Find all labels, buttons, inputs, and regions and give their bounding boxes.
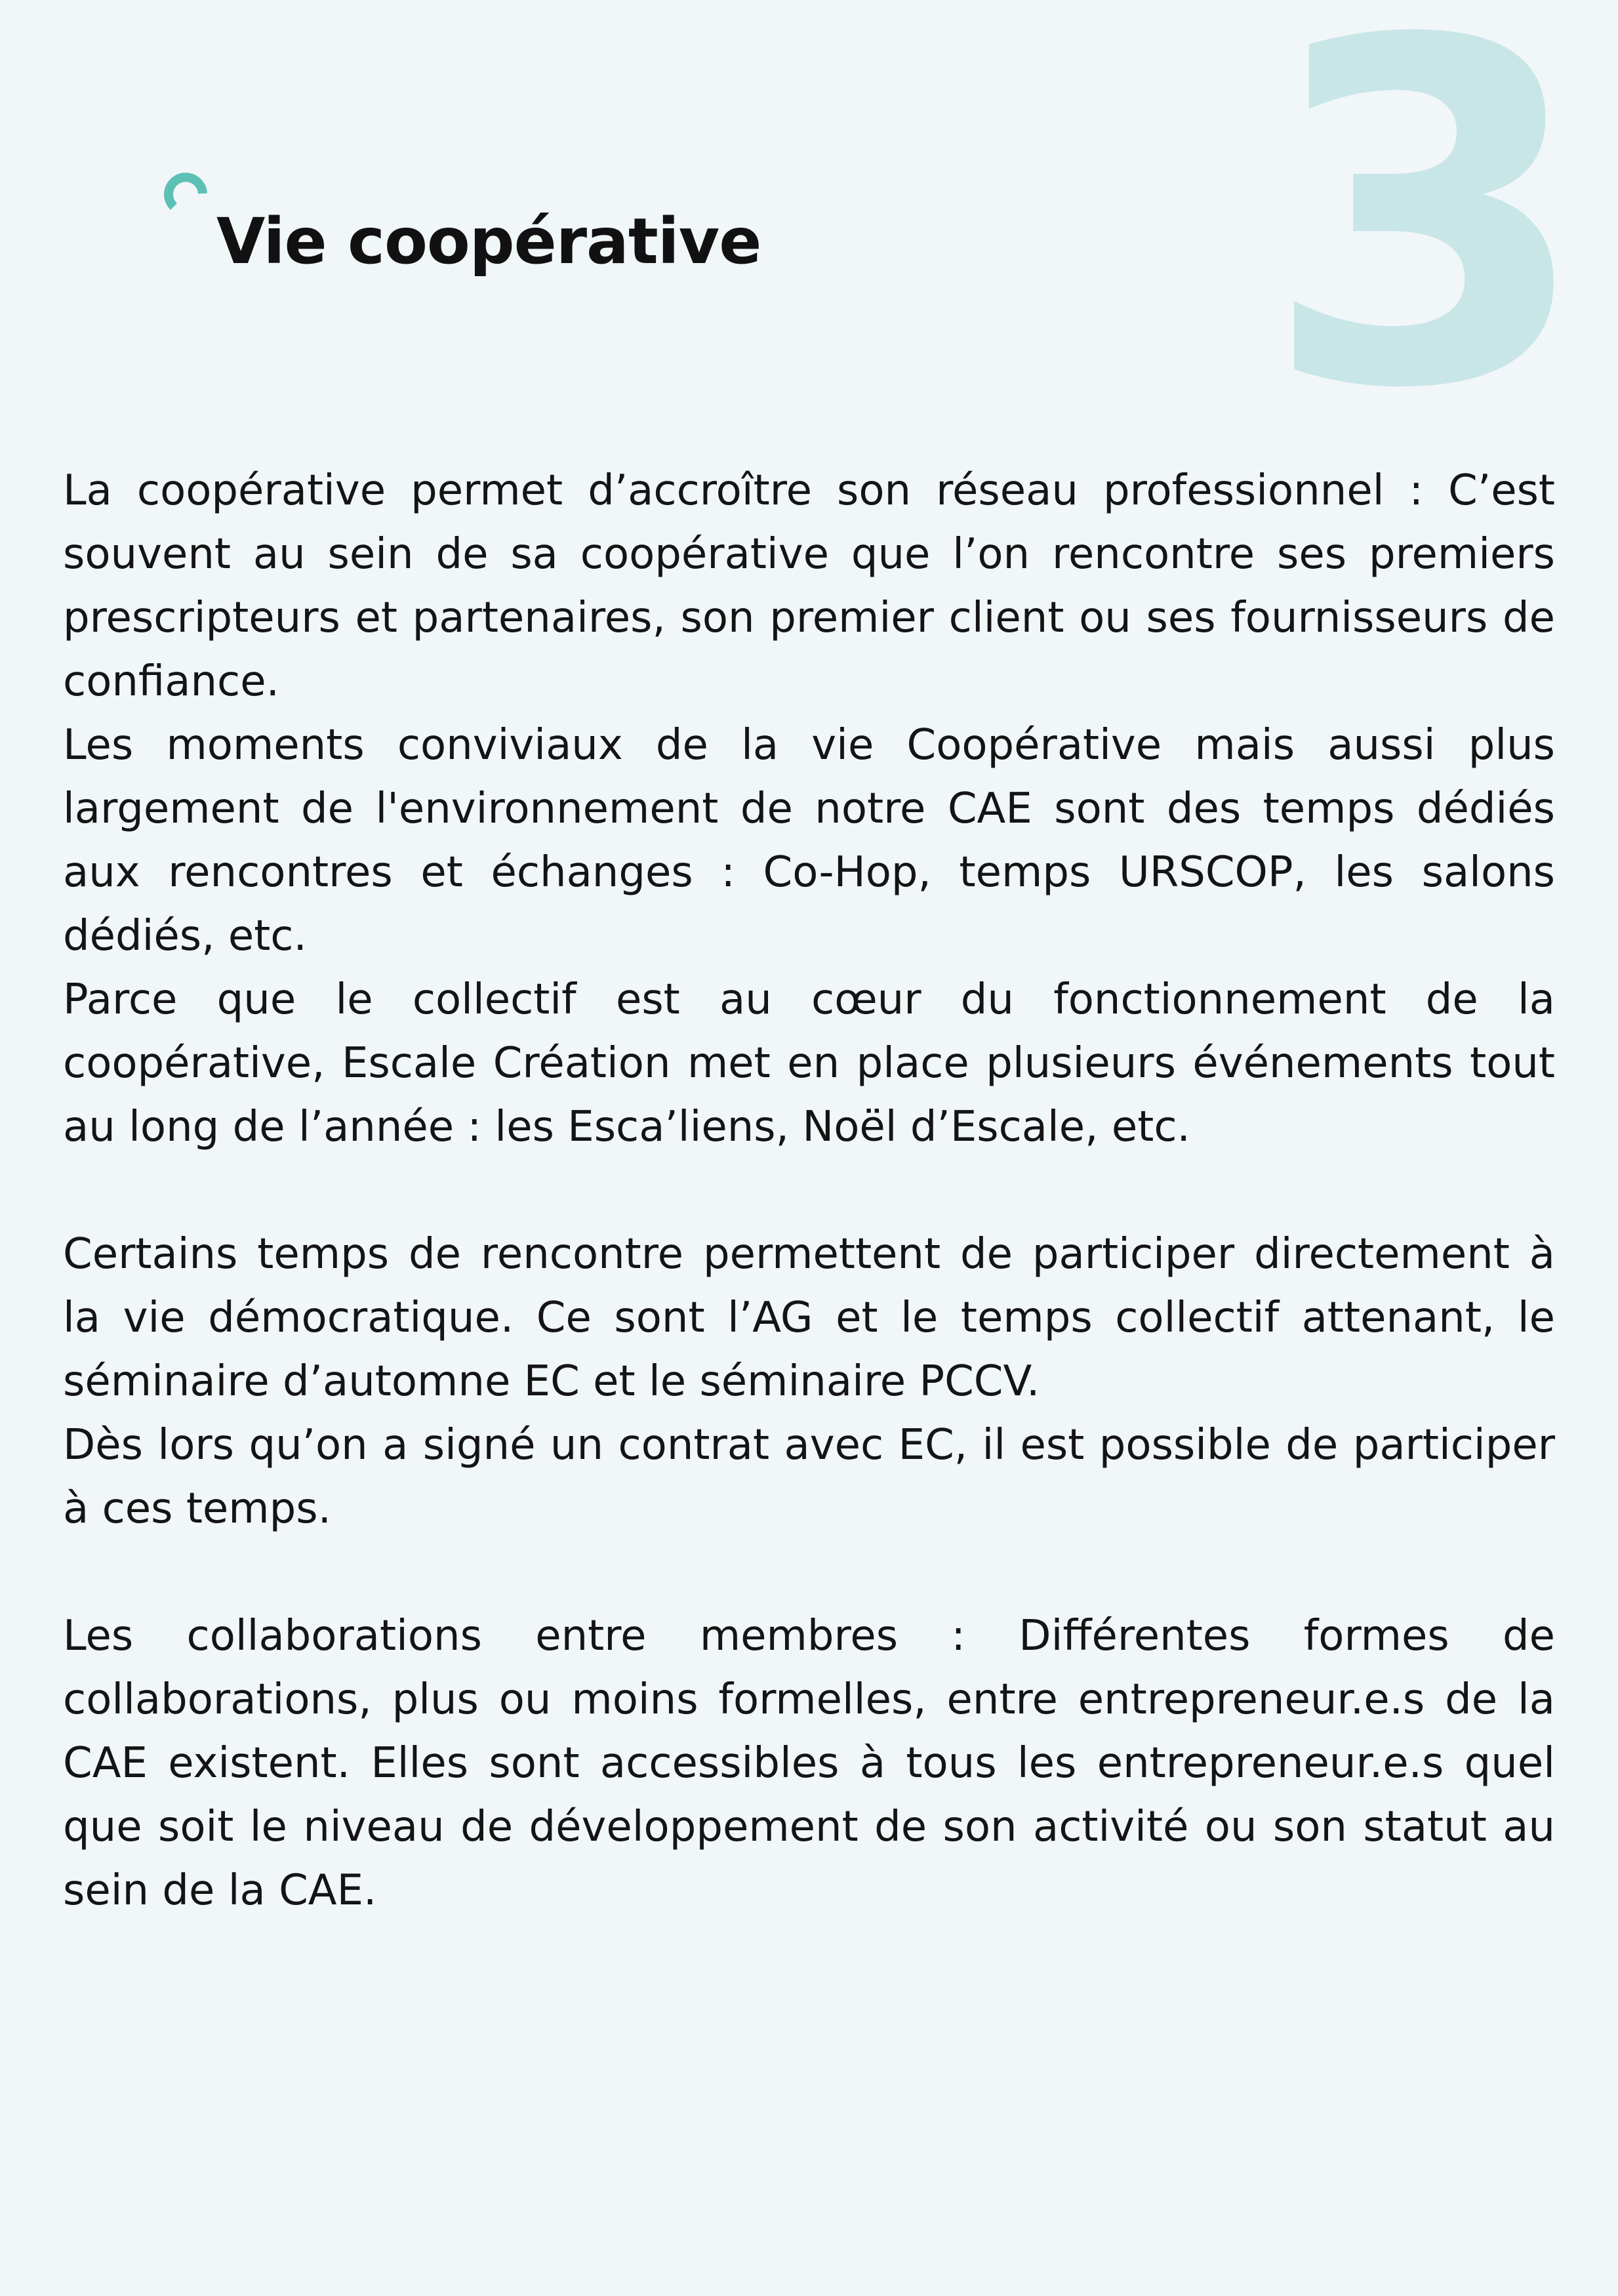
- paragraph-collective-events: Parce que le collectif est au cœur du fonctionnement de la coopérative, Escale Création met en place plusieurs événements tout au long de l’année : les Esca’liens, Noël d’Escale, etc.: [63, 975, 1555, 1151]
- paragraph-collaborations: Les collaborations entre membres : Différentes formes de collaborations, plus ou moins formelles, entre entrepreneur.e.s de la CAE existent. Elles sont accessibles à tous les entrepreneur.e.s quel que soit le niveau de développement de son activité ou son statut au sein de la CAE.: [63, 1612, 1555, 1915]
- page-number: 3: [1263, 0, 1591, 491]
- paragraph-spacer: [63, 1541, 1555, 1605]
- paragraph-network: La coopérative permet d’accroître son réseau professionnel : C’est souvent au sein de sa coopérative que l’on rencontre ses premiers prescripteurs et partenaires, son premier client ou ses fournisseurs de confiance.: [63, 466, 1555, 706]
- body-text: [63, 459, 1555, 1923]
- paragraph-democratic-life: Certains temps de rencontre permettent de participer directement à la vie démocratique. Ce sont l’AG et le temps collectif attenant, le séminaire d’automne EC et le séminaire PCCV.: [63, 1230, 1555, 1406]
- ring-icon: [162, 169, 214, 221]
- page-title: Vie coopérative: [216, 205, 761, 278]
- paragraph-convivial-moments: Les moments conviviaux de la vie Coopérative mais aussi plus largement de l'environnement de notre CAE sont des temps dédiés aux rencontres et échanges : Co-Hop, temps URSCOP, les salons dédiés, etc.: [63, 721, 1555, 960]
- paragraph-spacer: [63, 1159, 1555, 1223]
- paragraph-participation: Dès lors qu’on a signé un contrat avec EC, il est possible de participer à ces temps.: [63, 1421, 1555, 1533]
